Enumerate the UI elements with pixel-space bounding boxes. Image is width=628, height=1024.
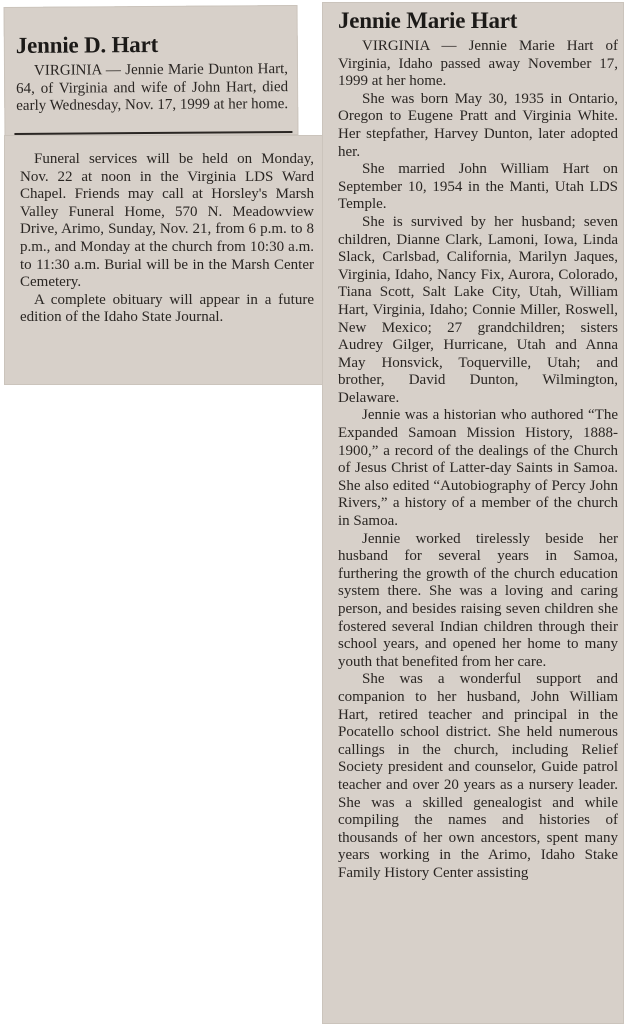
full-obituary-headline: Jennie Marie Hart [338, 8, 518, 33]
short-notice-lead: VIRGINIA — Jennie Marie Dunton Hart, 64, of Virginia and wife of John Hart, died early Wednesday, Nov. 17, 1999 at her home. [16, 61, 289, 115]
obituary-paragraph-marriage: She married John William Hart on September 10, 1954 in the Manti, Utah LDS Temple. [338, 161, 618, 213]
obituary-paragraph-historian: Jennie was a historian who authored “The Expanded Samoan Mission History, 1888-1900,” a record of the dealings of the Church of Jesus Christ of Latter-day Saints in Samoa. She also edited “Autobiography of Percy John Rivers,” a history of a member of the church in Samoa. [338, 407, 618, 530]
obituary-paragraph-death: VIRGINIA — Jennie Marie Hart of Virginia, Idaho passed away November 17, 1999 at her home. [338, 38, 618, 90]
short-notice-clipping [4, 5, 299, 137]
funeral-details-paragraph: Funeral services will be held on Monday, Nov. 22 at noon in the Virginia LDS Ward Chapel. Friends may call at Horsley's Marsh Valley Funeral Home, 570 N. Meadowview Drive, Arimo, Sunday, Nov. 21, from 6 p.m. to 8 p.m., and Monday at the church from 10:30 a.m. to 11:30 a.m. Burial will be in the Marsh Center Cemetery. [20, 151, 314, 291]
funeral-notice-clipping [4, 135, 324, 385]
full-obituary-clipping [322, 2, 624, 1024]
obituary-paragraph-support: She was a wonderful support and companion to her husband, John William Hart, retired teacher and principal in the Pocatello school district. She held numerous callings in the church, including Relief Society president and counselor, Guide patrol teacher and over 20 years as a nursery leader. She was a skilled genealogist and while compiling the names and histories of thousands of her own ancestors, spent many years working in the Arimo, Idaho Stake Family History Center assisting [338, 671, 618, 881]
future-obituary-note: A complete obituary will appear in a future edition of the Idaho State Journal. [20, 291, 314, 326]
obituary-paragraph-survivors: She is survived by her husband; seven children, Dianne Clark, Lamoni, Iowa, Linda Slack, Carlsbad, California, Marilyn Jaques, Virginia, Idaho, Nancy Fix, Aurora, Colorado, Tiana Scott, Salt Lake City, Utah, William Hart, Virginia, Idaho; Connie Miller, Roswell, New Mexico; 27 grandchildren; sisters Audrey Gilger, Hurricane, Utah and Anna May Honsvick, Toquerville, Utah; and brother, David Dunton, Wilmington, Delaware. [338, 213, 618, 406]
obituary-paragraph-birth: She was born May 30, 1935 in Ontario, Oregon to Eugene Pratt and Virginia White. Her stepfather, Harvey Dunton, later adopted her. [338, 90, 618, 160]
short-notice-headline: Jennie D. Hart [15, 31, 159, 58]
obituary-paragraph-samoa: Jennie worked tirelessly beside her husband for several years in Samoa, furthering the growth of the church education system there. She was a loving and caring person, and besides raising seven children she fostered several Indian children through their school years, and opened her home to many youth that benefited from her care. [338, 530, 618, 670]
